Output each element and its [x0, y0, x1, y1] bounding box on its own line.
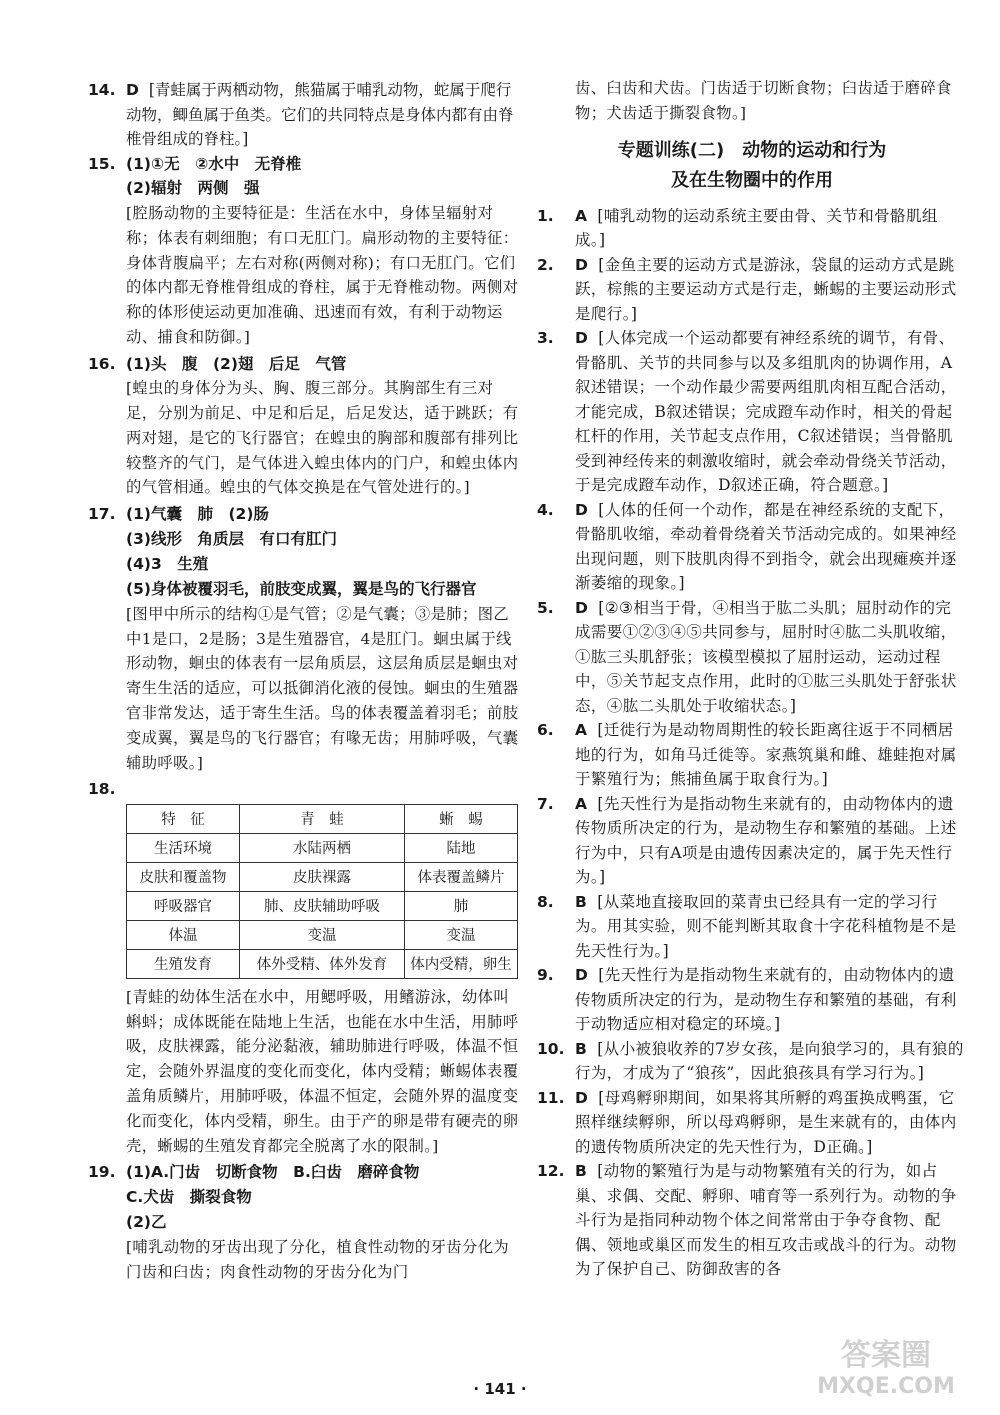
explanation: [图甲中所示的结构①是气管；②是气囊；③是肺；图乙中1是口，2是肠；3是生殖器官，4是肛门。蛔虫属于线形动物，蛔虫的体表有一层角质层，这层角质层是蛔虫对寄生生活的适应，可以抵御消化液的侵蚀。蛔虫的生殖器官非常发达，适于寄生生活。鸟的体表覆盖着羽毛；前肢变成翼，翼是鸟的飞行器官；有喙无齿；用肺呼吸，气囊辅助呼吸。] [126, 604, 519, 772]
svg-text:MXQE.COM: MXQE.COM [817, 1374, 955, 1399]
answer-item [537, 792, 967, 890]
table-header-row [127, 804, 518, 833]
answer-item [537, 1159, 967, 1282]
table-cell: 蜥 蜴 [405, 804, 518, 833]
question-number: 19. [88, 1163, 116, 1182]
explanation: [从小被狼收养的7岁女孩，是向狼学习的，具有狼的行为，才成为了“狼孩”，因此狼孩具有学习行为。] [575, 1039, 964, 1083]
answer-line: (1)头 腹 (2)翅 后足 气管 [126, 354, 347, 373]
question-number: 10. [537, 1039, 565, 1058]
right-column [537, 76, 967, 1282]
question-number: 8. [537, 892, 554, 911]
table-cell: 生殖发育 [127, 949, 240, 978]
answer-line: (1)A.门齿 切断食物 B.臼齿 磨碎食物 [126, 1163, 420, 1182]
answer-line: (5)身体被覆羽毛，前肢变成翼，翼是鸟的飞行器官 [126, 579, 477, 598]
table-row [127, 891, 518, 920]
question-number: 6. [537, 721, 554, 740]
answer-line: C.犬齿 撕裂食物 [126, 1187, 252, 1206]
question-number: 2. [537, 255, 554, 274]
question-number: 17. [88, 505, 116, 524]
answer-letter: B [575, 1162, 588, 1181]
table-cell: 皮肤裸露 [240, 862, 405, 891]
answer-letter: A [575, 794, 588, 813]
answer-letter: D [575, 966, 589, 985]
answer-line: (3)线形 角质层 有口有肛门 [126, 529, 337, 548]
table-cell: 体表覆盖鳞片 [405, 862, 518, 891]
left-column [88, 78, 520, 1285]
question-number: 16. [88, 354, 116, 373]
table-cell: 特 征 [127, 804, 240, 833]
table-cell: 变温 [405, 920, 518, 949]
explanation: [先天性行为是指动物生来就有的，由动物体内的遗传物质所决定的行为，是动物生存和繁殖的基础，有利于动物适应相对稳定的环境。] [575, 966, 957, 1034]
table-cell: 陆地 [405, 833, 518, 862]
watermark-logo [796, 1331, 976, 1401]
question-number: 3. [537, 329, 554, 348]
question-number: 11. [537, 1088, 565, 1107]
answer-item [537, 718, 967, 792]
answer-letter: D [575, 598, 589, 617]
answer-letter: D [575, 1088, 589, 1107]
answer-letter: D [575, 329, 589, 348]
answer-letter: A [575, 721, 588, 740]
continued-explanation: 齿、臼齿和犬齿。门齿适于切断食物；臼齿适于磨碎食物；犬齿适于撕裂食物。] [575, 79, 952, 122]
question-number: 12. [537, 1162, 565, 1181]
explanation: [蝗虫的身体分为头、胸、腹三部分。其胸部生有三对足，分别为前足、中足和后足，后足发达，适于跳跃；有两对翅，是它的飞行器官；在蝗虫的胸部和腹部有排列比较整齐的气门，是气体进入蝗虫体内的门户，和蝗虫体内的气管相通。蝗虫的气体交换是在气管处进行的。] [126, 379, 519, 497]
explanation: [腔肠动物的主要特征是：生活在水中，身体呈辐射对称；体表有刺细胞；有口无肛门。扁形动物的主要特征：身体背腹扁平；左右对称(两侧对称)；有口无肛门。它们的体内都无脊椎骨组成的脊柱，属于无脊椎动物。两侧对称的体形使运动更加准确、迅速而有效，有利于动物运动、捕食和防御。] [126, 204, 519, 346]
section-title-line1: 专题训练(二) 动物的运动和行为 [617, 139, 887, 161]
table-cell: 青 蛙 [240, 804, 405, 833]
answer-item [537, 253, 967, 327]
table-row [127, 833, 518, 862]
page-number: · 141 · [473, 1380, 527, 1398]
question-number: 1. [537, 206, 554, 225]
question-number: 14. [88, 81, 116, 99]
section-title-line2: 及在生物圈中的作用 [671, 169, 833, 191]
table-cell: 体温 [127, 920, 240, 949]
table-cell: 呼吸器官 [127, 891, 240, 920]
question-16 [88, 352, 520, 377]
answer-item [537, 890, 967, 964]
explanation: [人体完成一个运动都要有神经系统的调节，有骨、骨骼肌、关节的共同参与以及多组肌肉的协调作用，A叙述错误；一个动作最少需要两组肌肉相互配合活动，才能完成，B叙述错误；完成蹬车动作时，相关的骨起杠杆的作用，关节起支点作用，C叙述错误；当骨骼肌受到神经传来的刺激收缩时，就会牵动骨绕关节活动，于是完成蹬车动作，D叙述正确，符合题意。] [575, 329, 957, 495]
answer-letter: D [575, 500, 589, 519]
answer-line: (4)3 生殖 [126, 554, 209, 573]
answer-line: (2)辐射 两侧 强 [126, 179, 260, 197]
table-cell: 皮肤和覆盖物 [127, 862, 240, 891]
table-row [127, 862, 518, 891]
answer-item [537, 204, 967, 253]
answer-item [537, 1086, 967, 1160]
answer-letter: B [575, 892, 588, 911]
question-number: 7. [537, 794, 554, 813]
question-number: 15. [88, 154, 116, 173]
answer-item [537, 498, 967, 596]
answer-letter: D [575, 255, 589, 274]
question-14 [88, 78, 520, 152]
table-cell: 肺、皮肤辅助呼吸 [240, 891, 405, 920]
answer-line: (2)乙 [126, 1212, 167, 1231]
explanation: [哺乳动物的运动系统主要由骨、关节和骨骼肌组成。] [575, 206, 938, 250]
table-cell: 生活环境 [127, 833, 240, 862]
answer-letter: B [575, 1039, 588, 1058]
explanation: [先天性行为是指动物生来就有的，由动物体内的遗传物质所决定的行为，是动物生存和繁殖的基础。上述行为中，只有A项是由遗传因素决定的，属于先天性行为。] [575, 794, 957, 887]
explanation: [母鸡孵卵期间，如果将其所孵的鸡蛋换成鸭蛋，它照样继续孵卵，所以母鸡孵卵，是生来就有的，由体内的遗传物质所决定的先天性行为，D正确。] [575, 1088, 957, 1156]
table-cell: 水陆两栖 [240, 833, 405, 862]
answer-item [537, 963, 967, 1037]
section-title [537, 136, 967, 196]
question-number: 18. [88, 780, 116, 799]
answer-item [537, 1037, 967, 1086]
answer-item [537, 326, 967, 498]
table-cell: 变温 [240, 920, 405, 949]
explanation: [迁徙行为是动物周期性的较长距离往返于不同栖居地的行为，如角马迁徙等。家燕筑巢和雌、雄蛙抱对属于繁殖行为；熊捕鱼属于取食行为。] [575, 721, 957, 789]
table-cell: 体内受精，卵生 [405, 949, 518, 978]
explanation: [从菜地直接取回的菜青虫已经具有一定的学习行为。用其实验，则不能判断其取食十字花科植物是不是先天性行为。] [575, 892, 957, 960]
table-cell: 体外受精、体外发育 [240, 949, 405, 978]
answer-item [537, 596, 967, 719]
table-row [127, 920, 518, 949]
question-number: 5. [537, 598, 554, 617]
question-17 [88, 502, 520, 527]
explanation: [哺乳动物的牙齿出现了分化，植食性动物的牙齿分化为门齿和臼齿；肉食性动物的牙齿分化为门 [126, 1237, 510, 1281]
answer-line: (1)气囊 肺 (2)肠 [126, 505, 269, 524]
explanation: [金鱼主要的运动方式是游泳，袋鼠的运动方式是跳跃，棕熊的主要运动方式是行走，蜥蜴的主要运动形式是爬行。] [575, 255, 957, 323]
question-18 [88, 777, 520, 802]
table-row [127, 949, 518, 978]
question-15 [88, 152, 520, 177]
explanation: [人体的任何一个动作，都是在神经系统的支配下，骨骼肌收缩，牵动着骨绕着关节活动完成的。如果神经出现问题，则下肢肌肉得不到指令，就会出现瘫痪并逐渐萎缩的现象。] [575, 500, 957, 593]
explanation: [②③相当于骨，④相当于肱二头肌；屈肘动作的完成需要①②③④⑤共同参与，屈肘时④肱二头肌收缩，①肱三头肌舒张；该模型模拟了屈肘运动，运动过程中，⑤关节起支点作用，此时的①肱三头肌处于舒张状态，④肱二头肌处于收缩状态。] [575, 598, 957, 715]
answer-letter: D [126, 81, 139, 99]
answer-letter: A [575, 206, 588, 225]
answer-list [537, 204, 967, 1282]
answer-line: (1)①无 ②水中 无脊椎 [126, 154, 302, 173]
explanation: [动物的繁殖行为是与动物繁殖有关的行为，如占巢、求偶、交配、孵卵、哺育等一系列行为。动物的争斗行为是指同种动物个体之间常常由于争夺食物、配偶、领地或巢区而发生的相互攻击或战斗的行为。动物为了保护自己、防御敌害的各 [575, 1162, 957, 1279]
question-19 [88, 1160, 520, 1185]
question-number: 9. [537, 966, 554, 985]
explanation: [青蛙属于两栖动物，熊猫属于哺乳动物，蛇属于爬行动物，鲫鱼属于鱼类。它们的共同特点是身体内都有由脊椎骨组成的脊柱。] [126, 81, 514, 148]
table-cell: 肺 [405, 891, 518, 920]
question-number: 4. [537, 500, 554, 519]
svg-text:答案圈: 答案圈 [841, 1338, 931, 1373]
explanation: [青蛙的幼体生活在水中，用鳃呼吸，用鳍游泳，幼体叫蝌蚪；成体既能在陆地上生活，也能在水中生活，用肺呼吸，皮肤裸露，能分泌黏液，辅助肺进行呼吸，体温不恒定，会随外界温度的变化而变化，体内受精；蜥蜴体表覆盖角质鳞片，用肺呼吸，体温不恒定，会随外界的温度变化而变化，体内受精，卵生。由于产的卵是带有硬壳的卵壳，蜥蜴的生殖发育都完全脱离了水的限制。] [126, 987, 519, 1155]
comparison-table [126, 804, 518, 979]
